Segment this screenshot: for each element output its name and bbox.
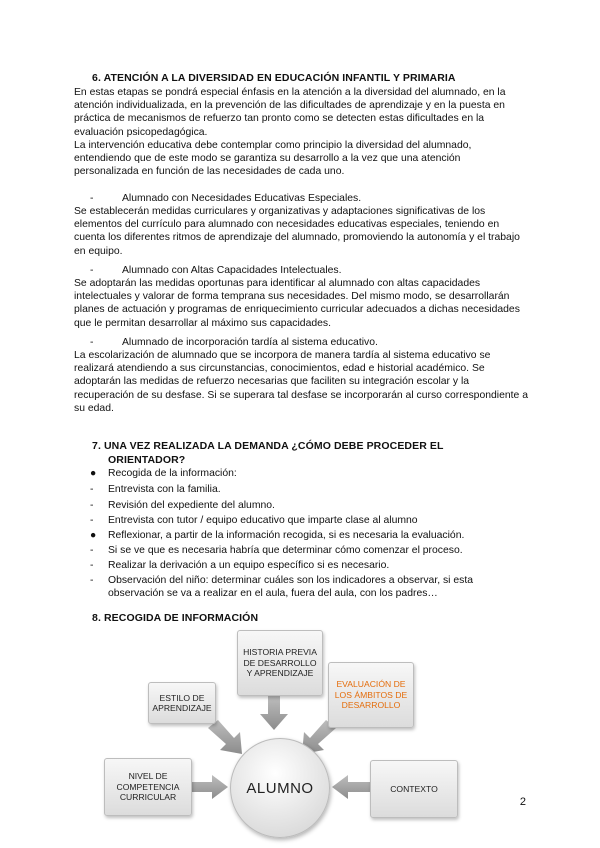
- dash-marker: -: [90, 337, 94, 348]
- list-item-text: Alumnado con Altas Capacidades Intelectuales.: [122, 265, 342, 276]
- box-estilo: ESTILO DE APRENDIZAJE: [148, 682, 216, 724]
- dash-marker: -: [90, 265, 94, 276]
- list-item-text: Entrevista con la familia.: [108, 484, 221, 495]
- arrow-down-icon: [260, 696, 288, 730]
- list-marker: -: [90, 575, 94, 586]
- list-item: [90, 467, 530, 480]
- section-7-title: 7. UNA VEZ REALIZADA LA DEMANDA ¿CÓMO DEBE PROCEDER EL: [92, 440, 444, 452]
- list-item-text: Reflexionar, a partir de la información recogida, si es necesaria la evaluación.: [108, 530, 465, 541]
- list-item-text: Alumnado con Necesidades Educativas Especiales.: [122, 193, 362, 204]
- list-marker: -: [90, 484, 94, 495]
- list-marker: -: [90, 560, 94, 571]
- section-8-title: 8. RECOGIDA DE INFORMACIÓN: [92, 612, 259, 624]
- list-item-text: Observación del niño: determinar cuáles son los indicadores a observar, si esta observación se va a realizar en el aula, fuera del aula, con los padres…: [108, 575, 474, 600]
- arrow-down-right-icon: [208, 720, 242, 754]
- list-item: [90, 514, 530, 527]
- information-diagram: [90, 626, 510, 840]
- dash-marker: -: [90, 193, 94, 204]
- list-item-text: Alumnado de incorporación tardía al sistema educativo.: [122, 337, 378, 348]
- list-item-text: Si se ve que es necesaria habría que determinar cómo comenzar el proceso.: [108, 545, 463, 556]
- section-6-paragraph-3: Se establecerán medidas curriculares y organizativas y adaptaciones significativas de los elementos del currículo para alumnado con necesidades educativas especiales, teniendo en cuenta los diferentes ritmos de aprendizaje del alumnado, promoviendo la autonomía y el trabajo en equipo.: [74, 206, 520, 257]
- page-number: 2: [519, 796, 526, 808]
- list-item-text: Recogida de la información:: [108, 468, 237, 479]
- center-circle-alumno: ALUMNO: [230, 738, 330, 838]
- list-item: [90, 483, 530, 496]
- list-item: [90, 529, 530, 542]
- list-marker: -: [90, 545, 94, 556]
- section-7-title-cont: ORIENTADOR?: [108, 454, 186, 466]
- list-item: [90, 559, 530, 572]
- section-6-paragraph-5: La escolarización de alumnado que se incorpora de manera tardía al sistema educativo se realizará atendiendo a sus circunstancias, conocimientos, edad e historial académico. Se adoptarán las medidas de refuerzo necesarias que faciliten su integración escolar y la recuperación de su desfase. Si se superara tal desfase se incorporarán al curso correspondiente a su edad.: [74, 350, 528, 414]
- list-item: [90, 192, 530, 205]
- list-marker: ●: [90, 530, 97, 541]
- list-item: [90, 574, 530, 600]
- list-item: [90, 499, 530, 512]
- list-marker: -: [90, 515, 94, 526]
- box-nivel: NIVEL DE COMPETENCIA CURRICULAR: [104, 758, 192, 816]
- list-item: [90, 264, 530, 277]
- list-item: [90, 336, 530, 349]
- arrow-right-icon: [190, 775, 228, 799]
- section-6-paragraph-2: La intervención educativa debe contemplar como principio la diversidad del alumnado, entendiendo que de este modo se garantiza su desarrollo a la vez que una atención personalizada en función de las necesidades de cada uno.: [74, 140, 472, 178]
- box-evaluacion: EVALUACIÓN DE LOS ÁMBITOS DE DESARROLLO: [328, 662, 414, 728]
- list-item-text: Realizar la derivación a un equipo específico si es necesario.: [108, 560, 390, 571]
- arrow-left-icon: [332, 775, 370, 799]
- list-item: [90, 544, 530, 557]
- section-6-paragraph-4: Se adoptarán las medidas oportunas para identificar al alumnado con altas capacidades intelectuales y valorar de forma temprana sus necesidades. Del mismo modo, se desarrollarán planes de actuación y programas de enriquecimiento curricular adecuados a dichas necesidades que le permitan desarrollar al máximo sus capacidades.: [74, 278, 520, 329]
- box-historia: HISTORIA PREVIA DE DESARROLLO Y APRENDIZAJE: [237, 630, 323, 696]
- section-6-paragraph-1: En estas etapas se pondrá especial énfasis en la atención a la diversidad del alumnado, en la atención individualizada, en la prevención de las dificultades de aprendizaje y en la puesta en práctica de mecanismos de refuerzo tan pronto como se detecten estas dificultades en la evaluación psicopedagógica.: [74, 87, 506, 138]
- list-item-text: Revisión del expediente del alumno.: [108, 500, 275, 511]
- list-marker: -: [90, 500, 94, 511]
- list-item-text: Entrevista con tutor / equipo educativo que imparte clase al alumno: [108, 515, 418, 526]
- list-marker: ●: [90, 468, 97, 479]
- section-6-title: 6. ATENCIÓN A LA DIVERSIDAD EN EDUCACIÓN INFANTIL Y PRIMARIA: [92, 72, 456, 84]
- box-contexto: CONTEXTO: [370, 760, 458, 818]
